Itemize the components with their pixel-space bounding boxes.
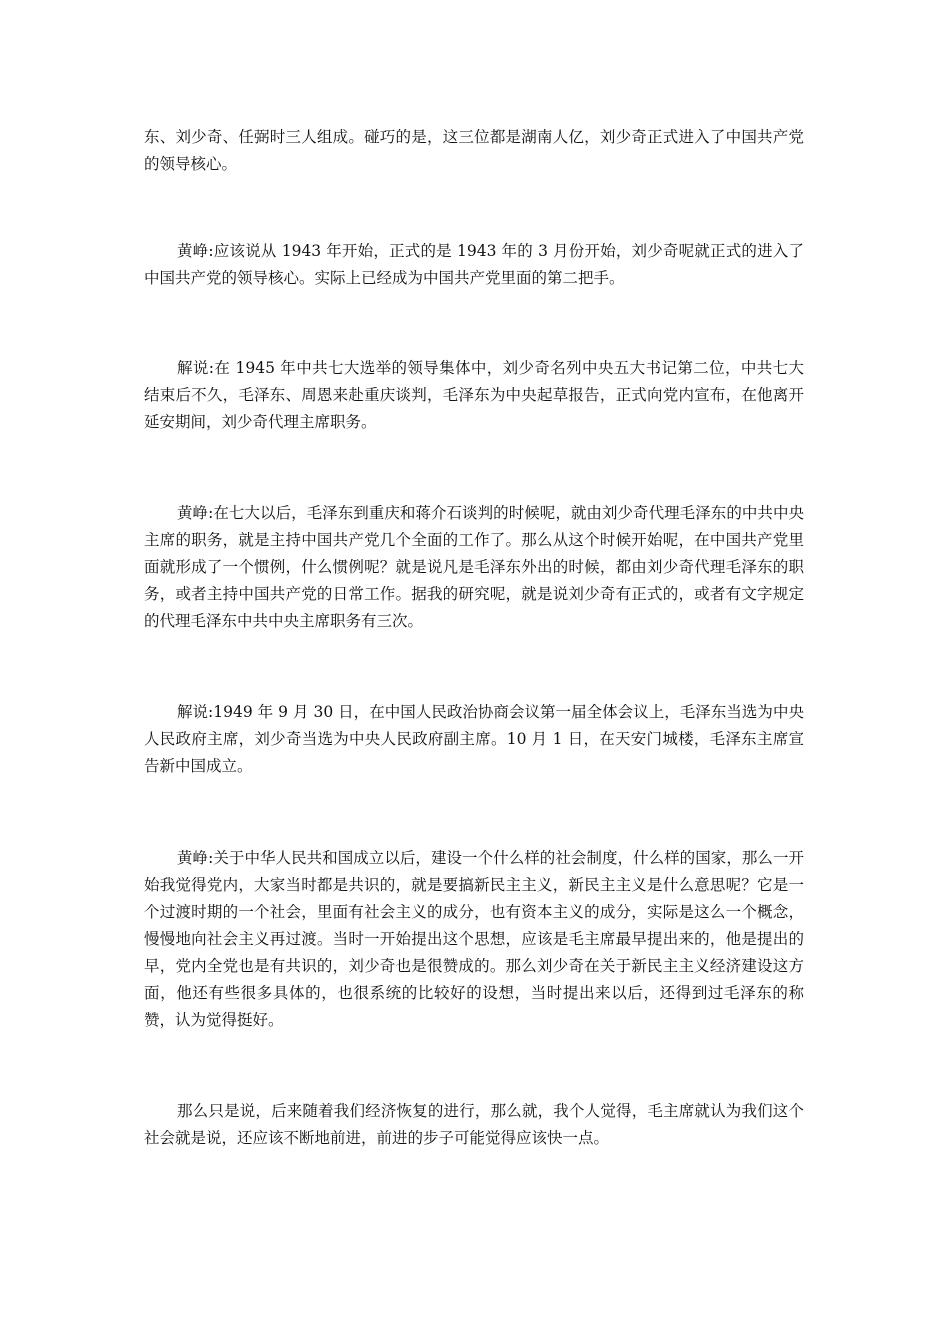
document-body xyxy=(144,124,804,1152)
paragraph-4: 黄峥:在七大以后，毛泽东到重庆和蒋介石谈判的时候呢，就由刘少奇代理毛泽东的中共中央主席的职务，就是主持中国共产党几个全面的工作了。那么从这个时候开始呢，在中国共产党里面就形成了一个惯例，什么惯例呢？就是说凡是毛泽东外出的时候，都由刘少奇代理毛泽东的职务，或者主持中国共产党的日常工作。据我的研究呢，就是说刘少奇有正式的，或者有文字规定的代理毛泽东中共中央主席职务有三次。 xyxy=(144,504,804,630)
paragraph-5: 解说:1949 年 9 月 30 日，在中国人民政治协商会议第一届全体会议上，毛泽东当选为中央人民政府主席，刘少奇当选为中央人民政府副主席。10 月 1 日，在天安门城楼，毛泽东主席宣告新中国成立。 xyxy=(144,703,804,775)
paragraph-6: 黄峥:关于中华人民共和国成立以后，建设一个什么样的社会制度，什么样的国家，那么一开始我觉得党内，大家当时都是共识的，就是要搞新民主主义，新民主主义是什么意思呢？它是一个过渡时期的一个社会，里面有社会主义的成分，也有资本主义的成分，实际是这么一个概念，慢慢地向社会主义再过渡。当时一开始提出这个思想，应该是毛主席最早提出来的，他是提出的早，党内全党也是有共识的，刘少奇也是很赞成的。那么刘少奇在关于新民主主义经济建设这方面，他还有些很多具体的，也很系统的比较好的设想，当时提出来以后，还得到过毛泽东的称赞，认为觉得挺好。 xyxy=(144,849,804,1029)
paragraph-1: 东、刘少奇、任弼时三人组成。碰巧的是，这三位都是湖南人亿，刘少奇正式进入了中国共产党的领导核心。 xyxy=(144,128,804,173)
paragraph-7: 那么只是说，后来随着我们经济恢复的进行，那么就，我个人觉得，毛主席就认为我们这个社会就是说，还应该不断地前进，前进的步子可能觉得应该快一点。 xyxy=(144,1102,804,1147)
paragraph-3: 解说:在 1945 年中共七大选举的领导集体中，刘少奇名列中央五大书记第二位，中共七大结束后不久，毛泽东、周恩来赴重庆谈判，毛泽东为中央起草报告，正式向党内宣布，在他离开延安期间，刘少奇代理主席职务。 xyxy=(144,359,804,431)
paragraph-2: 黄峥:应该说从 1943 年开始，正式的是 1943 年的 3 月份开始，刘少奇呢就正式的进入了中国共产党的领导核心。实际上已经成为中国共产党里面的第二把手。 xyxy=(144,242,804,287)
